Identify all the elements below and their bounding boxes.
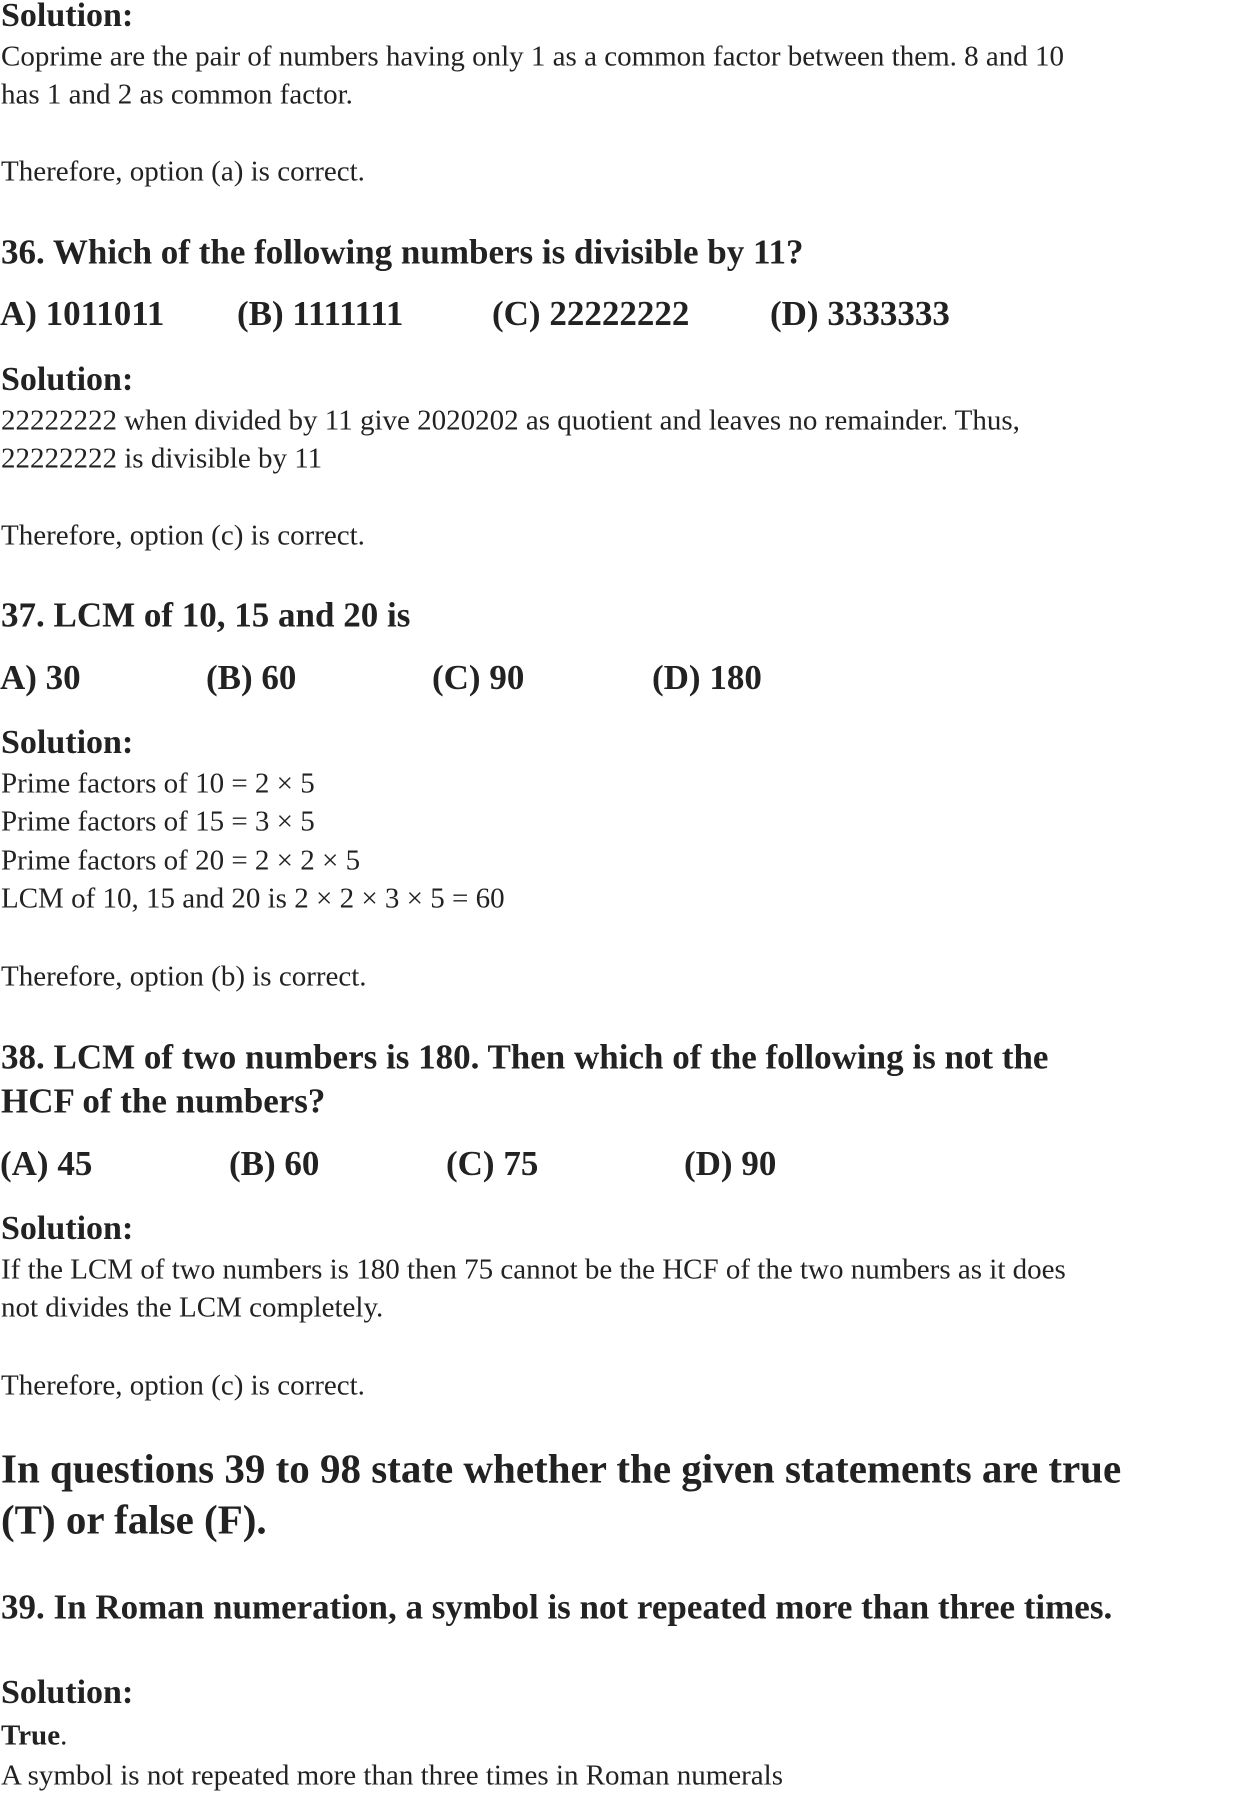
solution-text: has 1 and 2 as common factor. <box>1 78 353 111</box>
conclusion: Therefore, option (b) is correct. <box>1 960 367 993</box>
solution-label: Solution: <box>1 724 134 761</box>
answer-value: True <box>1 1719 61 1752</box>
solution-text: not divides the LCM completely. <box>1 1291 384 1324</box>
option-a: A) 30 <box>0 658 81 697</box>
solution-label: Solution: <box>1 361 134 398</box>
conclusion: Therefore, option (c) is correct. <box>1 519 365 552</box>
option-b: (B) 60 <box>206 658 297 697</box>
solution-text: 22222222 is divisible by 11 <box>1 442 323 475</box>
option-a: (A) 45 <box>0 1144 93 1183</box>
option-d: (D) 90 <box>684 1144 777 1183</box>
conclusion: Therefore, option (c) is correct. <box>1 1369 365 1402</box>
option-c: (C) 75 <box>446 1144 539 1183</box>
solution-text: LCM of 10, 15 and 20 is 2 × 2 × 3 × 5 = 60 <box>1 882 505 915</box>
solution-text: Prime factors of 20 = 2 × 2 × 5 <box>1 844 361 877</box>
answer-punct: . <box>60 1719 68 1752</box>
solution-text: Prime factors of 15 = 3 × 5 <box>1 805 315 838</box>
section-heading-line: (T) or false (F). <box>1 1496 267 1543</box>
solution-text: 22222222 when divided by 11 give 2020202 as quotient and leaves no remainder. Thus, <box>1 404 1020 437</box>
question-text: 38. LCM of two numbers is 180. Then which of the following is not the <box>1 1037 1049 1077</box>
solution-label: Solution: <box>1 1210 134 1247</box>
question-text: 37. LCM of 10, 15 and 20 is <box>1 595 411 635</box>
option-b: (B) 1111111 <box>237 294 404 333</box>
conclusion: Therefore, option (a) is correct. <box>1 155 365 188</box>
option-c: (C) 22222222 <box>492 294 690 333</box>
section-heading-line: In questions 39 to 98 state whether the given statements are true <box>1 1445 1122 1492</box>
option-c: (C) 90 <box>432 658 525 697</box>
option-d: (D) 3333333 <box>770 294 950 333</box>
solution-text: Prime factors of 10 = 2 × 5 <box>1 767 315 800</box>
solution-label: Solution: <box>1 0 134 34</box>
option-d: (D) 180 <box>652 658 762 697</box>
solution-text: A symbol is not repeated more than three times in Roman numerals <box>1 1759 784 1792</box>
option-b: (B) 60 <box>229 1144 320 1183</box>
option-a: A) 1011011 <box>0 294 165 333</box>
answer <box>1 1719 68 1752</box>
question-text: 39. In Roman numeration, a symbol is not repeated more than three times. <box>1 1587 1113 1627</box>
question-text: 36. Which of the following numbers is divisible by 11? <box>1 232 804 272</box>
solution-text: Coprime are the pair of numbers having only 1 as a common factor between them. 8 and 10 <box>1 40 1065 73</box>
solution-text: If the LCM of two numbers is 180 then 75 cannot be the HCF of the two numbers as it does <box>1 1253 1066 1286</box>
solution-label: Solution: <box>1 1674 134 1711</box>
question-text: HCF of the numbers? <box>1 1081 326 1121</box>
